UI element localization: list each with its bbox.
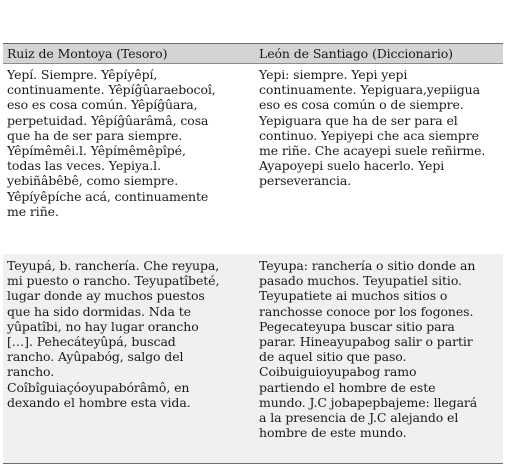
header-montoya: Ruiz de Montoya (Tesoro) [7,46,168,61]
header-leon: León de Santiago (Diccionario) [259,46,453,61]
cell-montoya-yepi: Yepí. Siempre. Yêpíyêpí, continuamente. Yêpíĝûaraebocoî, eso es cosa común. Yêpíĝûara, perpetuidad. Yêpíĝûarâmâ, cosa que ha de ser para siempre. Yêpímêmêi.l. Yêpímêmêpîpé, todas las veces. Yepiya.l. yebiñâbêbê, como siempre. Yêpíyêpíche acá, continuamente me riñe. [7,67,216,219]
table-row-yepi [3,64,503,254]
comparison-table [3,43,503,464]
table-row-teyupa [3,254,503,463]
cell-montoya-teyupa: Teyupá, b. ranchería. Che reyupa, mi puesto o rancho. Teyupatîbeté, lugar donde ay muchos puestos que ha sido dormidas. Nda te yûpatîbi, no hay lugar orancho […]. Pehecáteyûpá, buscad rancho. Ayûpabóg, salgo del rancho. Coîbîguiaçóoyupabórâmô, en dexando el hombre esta vida. [7,258,220,410]
cell-leon-yepi: Yepi: siempre. Yepi yepi continuamente. Yepiguara,yepiigua eso es cosa común o de siempre. Yepiguara que ha de ser para el continuo. Yepiyepi che aca siempre me riñe. Che acayepi suele reñirme. Ayapoyepi suelo hacerlo. Yepi perseverancia. [259,67,486,189]
cell-leon-teyupa: Teyupa: ranchería o sitio donde an pasado muchos. Teyupatiel sitio. Teyupatiete ai muchos sitios o ranchosse conoce por los fogones. Pegecateyupa buscar sitio para parar. Hineayupabog salir o partir de aquel sitio que paso. Coibuiguioyupabog ramo partiendo el hombre de este mundo. J.C jobapepbajeme: llegará a la presencia de J.C alejando el hombre de este mundo. [259,258,478,441]
table-header-row [3,44,503,64]
